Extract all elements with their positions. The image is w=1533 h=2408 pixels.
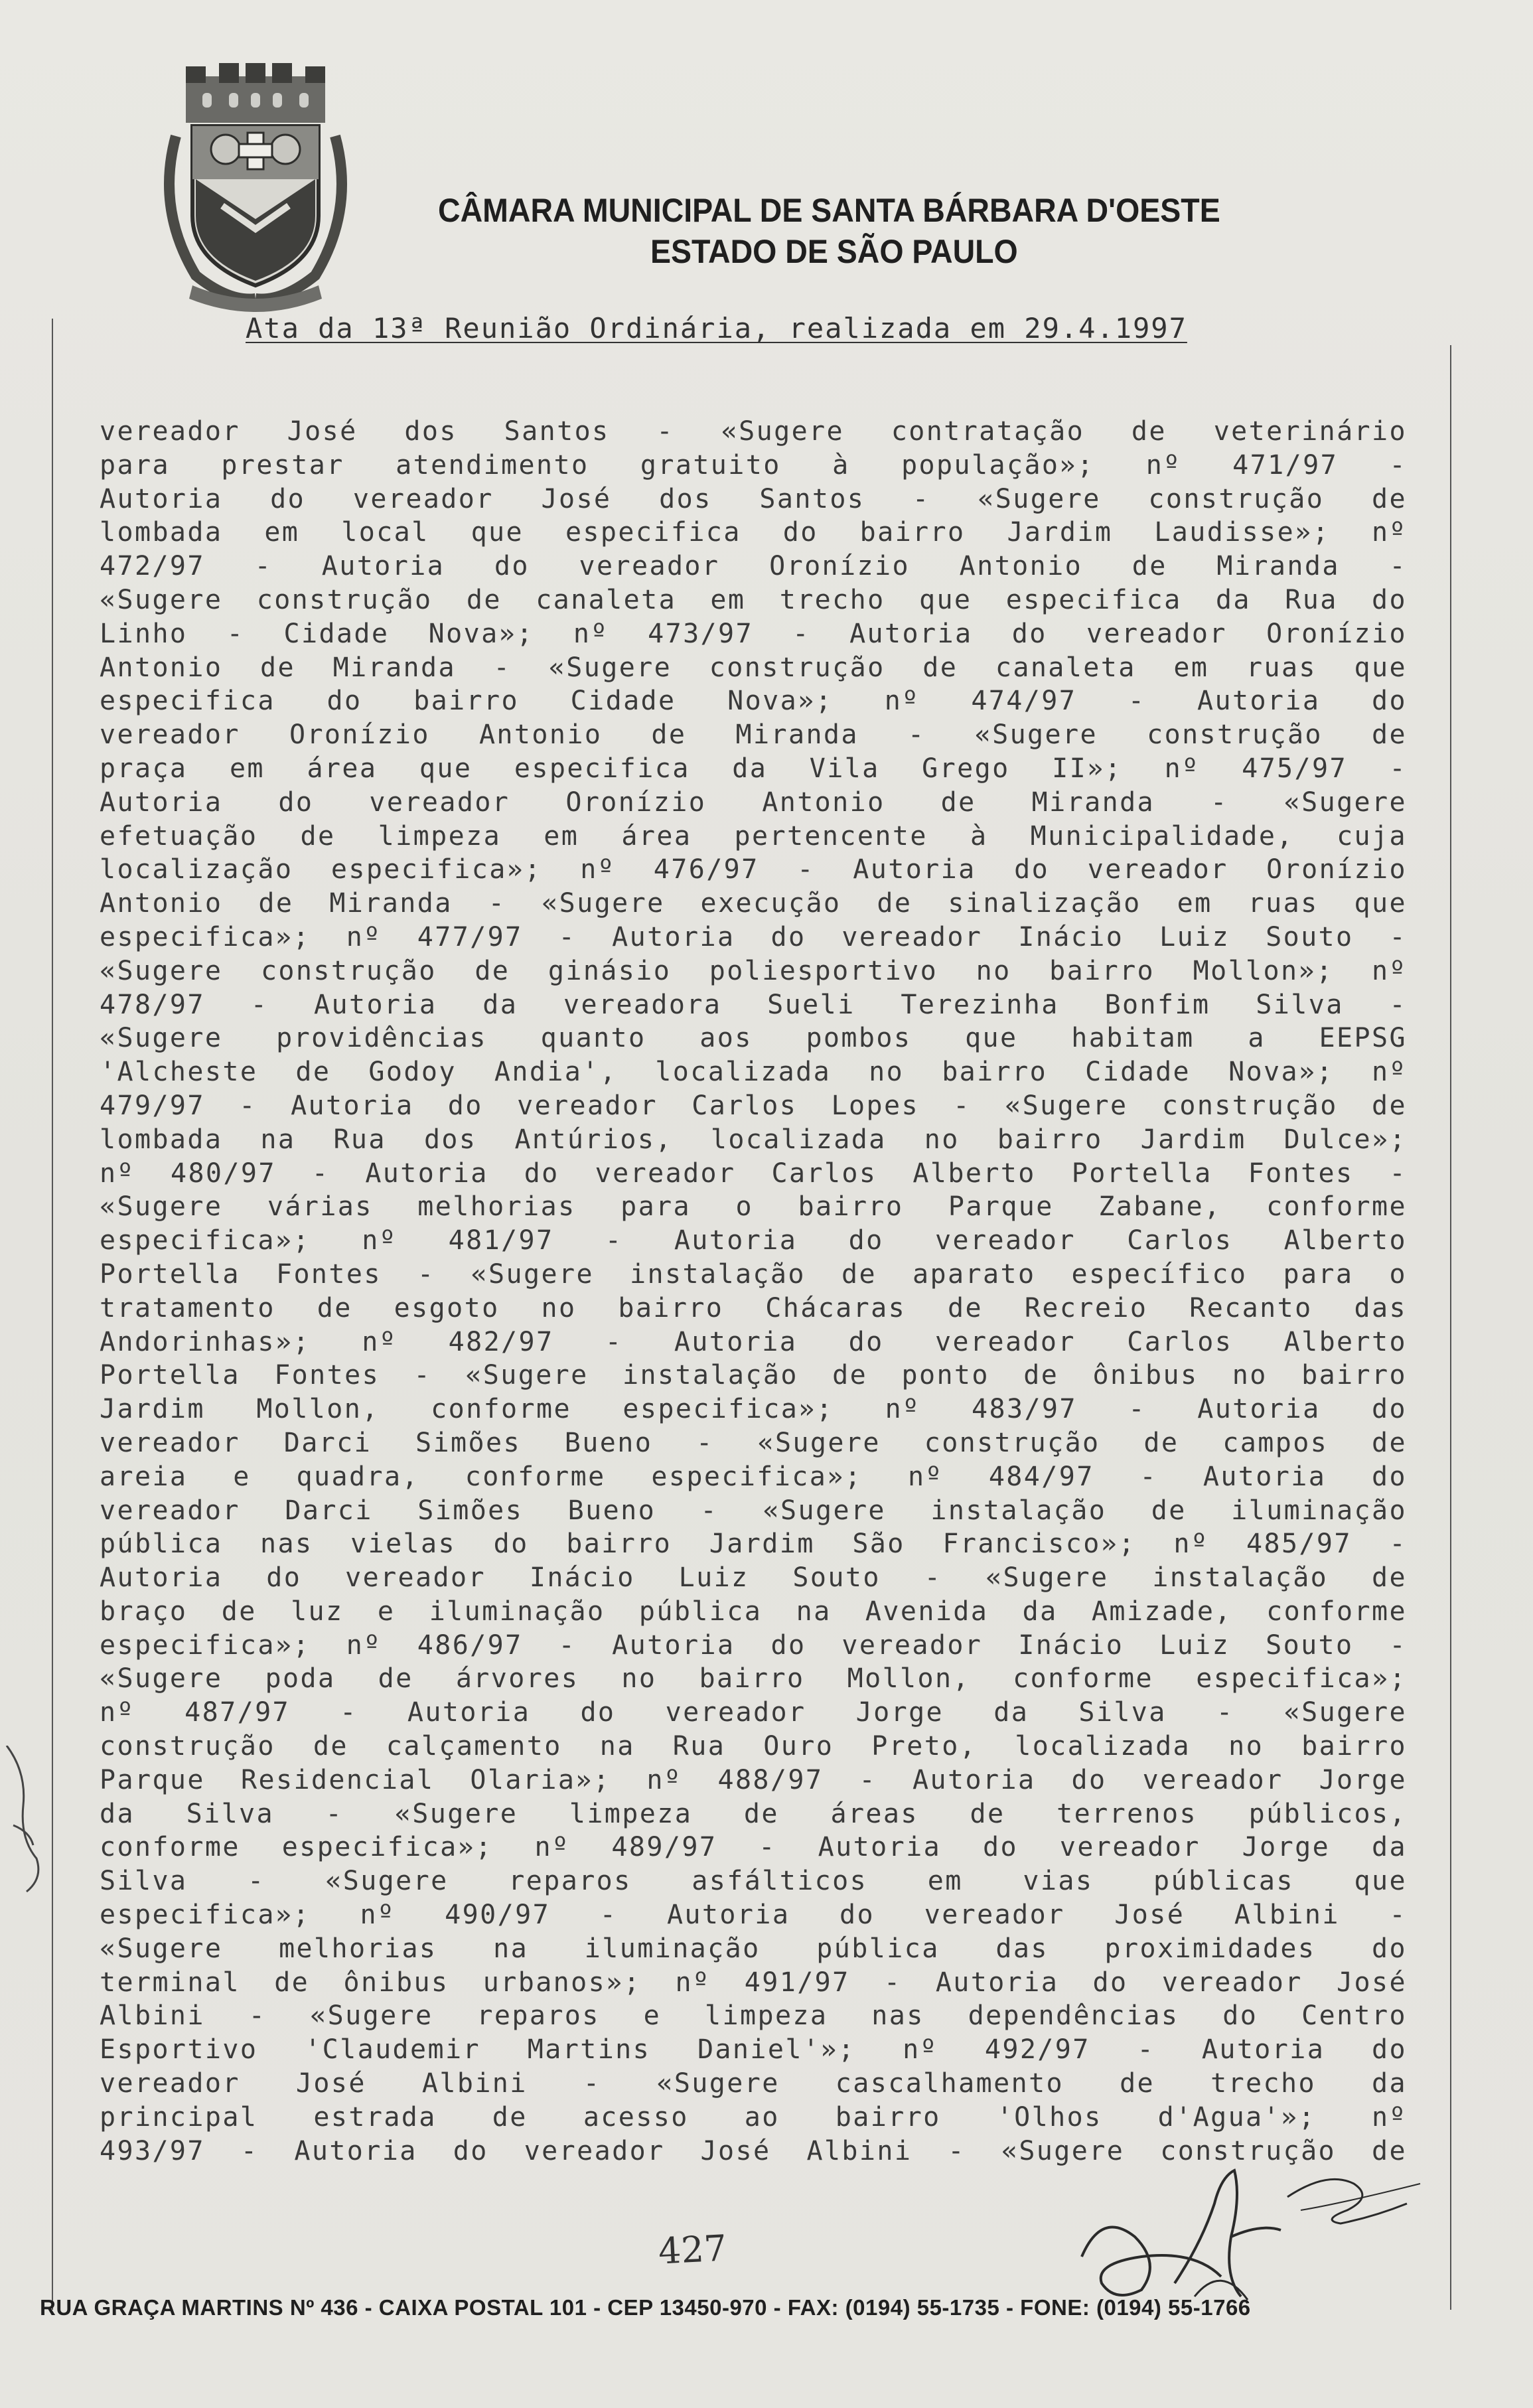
minutes-body-line: lombada na Rua dos Antúrios, localizada no bairro Jardim Dulce»; [100,1124,1407,1155]
minutes-body-line: lombada em local que especifica do bairro Jardim Laudisse»; nº [100,517,1407,548]
minutes-body-line: tratamento de esgoto no bairro Chácaras de Recreio Recanto das [100,1292,1407,1323]
minutes-body-line: Jardim Mollon, conforme especifica»; nº 483/97 - Autoria do [100,1394,1407,1425]
minutes-body-line: Autoria do vereador Inácio Luiz Souto - «Sugere instalação de [100,1562,1407,1594]
margin-pen-mark-icon [0,1746,46,1918]
minutes-body-line: «Sugere construção de canaleta em trecho que especifica da Rua do [100,584,1407,615]
minutes-body-line: 493/97 - Autoria do vereador José Albini - «Sugere construção de [100,2135,1407,2166]
minutes-title: Ata da 13ª Reunião Ordinária, realizada em 29.4.1997 [246,312,1187,344]
minutes-body-line: especifica»; nº 481/97 - Autoria do vereador Carlos Alberto [100,1225,1407,1256]
minutes-body-line: vereador Oronízio Antonio de Miranda - «Sugere construção de [100,719,1407,751]
minutes-body-line: pública nas vielas do bairro Jardim São Francisco»; nº 485/97 - [100,1529,1407,1560]
minutes-body-line: 472/97 - Autoria do vereador Oronízio Antonio de Miranda - [100,551,1407,582]
minutes-body-line: Esportivo 'Claudemir Martins Daniel'»; nº 492/97 - Autoria do [100,2034,1407,2066]
minutes-body-line: especifica»; nº 477/97 - Autoria do vereador Inácio Luiz Souto - [100,921,1407,952]
minutes-body [100,415,1407,2168]
minutes-body-line: vereador Darci Simões Bueno - «Sugere instalação de iluminação [100,1495,1407,1526]
minutes-body-line: vereador José Albini - «Sugere cascalhamento de trecho da [100,2068,1407,2099]
right-margin-line [1450,345,1451,2310]
left-margin-line [52,319,53,2310]
minutes-body-line: 'Alcheste de Godoy Andia', localizada no bairro Cidade Nova»; nº [100,1057,1407,1088]
minutes-body-line: praça em área que especifica da Vila Grego II»; nº 475/97 - [100,753,1407,784]
minutes-body-line: efetuação de limpeza em área pertencente à Municipalidade, cuja [100,820,1407,852]
minutes-body-line: Linho - Cidade Nova»; nº 473/97 - Autoria do vereador Oronízio [100,618,1407,649]
minutes-body-line: Portella Fontes - «Sugere instalação de ponto de ônibus no bairro [100,1360,1407,1391]
minutes-body-line: conforme especifica»; nº 489/97 - Autoria do vereador Jorge da [100,1832,1407,1863]
minutes-body-line: Silva - «Sugere reparos asfálticos em vias públicas que [100,1866,1407,1897]
header-title: CÂMARA MUNICIPAL DE SANTA BÁRBARA D'OESTE [438,192,1220,229]
minutes-body-line: Antonio de Miranda - «Sugere construção de canaleta em ruas que [100,652,1407,683]
minutes-body-line: especifica do bairro Cidade Nova»; nº 474/97 - Autoria do [100,686,1407,717]
minutes-body-line: Portella Fontes - «Sugere instalação de aparato específico para o [100,1258,1407,1290]
footer-address: RUA GRAÇA MARTINS Nº 436 - CAIXA POSTAL 101 - CEP 13450-970 - FAX: (0194) 55-1735 - FONE: (0194) 55-1766 [40,2295,1251,2320]
minutes-body-line: especifica»; nº 486/97 - Autoria do vereador Inácio Luiz Souto - [100,1629,1407,1661]
minutes-body-line: terminal de ônibus urbanos»; nº 491/97 - Autoria do vereador José [100,1967,1407,1998]
minutes-body-line: nº 480/97 - Autoria do vereador Carlos Alberto Portella Fontes - [100,1158,1407,1189]
minutes-body-line: 478/97 - Autoria da vereadora Sueli Terezinha Bonfim Silva - [100,989,1407,1020]
minutes-body-line: da Silva - «Sugere limpeza de áreas de terrenos públicos, [100,1798,1407,1829]
minutes-body-line: Antonio de Miranda - «Sugere execução de sinalização em ruas que [100,888,1407,919]
minutes-body-line: «Sugere providências quanto aos pombos que habitam a EEPSG [100,1023,1407,1054]
minutes-body-line: areia e quadra, conforme especifica»; nº 484/97 - Autoria do [100,1461,1407,1492]
minutes-body-line: vereador Darci Simões Bueno - «Sugere construção de campos de [100,1427,1407,1458]
minutes-body-line: nº 487/97 - Autoria do vereador Jorge da Silva - «Sugere [100,1697,1407,1728]
minutes-body-line: «Sugere várias melhorias para o bairro Parque Zabane, conforme [100,1191,1407,1223]
minutes-body-line: principal estrada de acesso ao bairro 'Olhos d'Agua'»; nº [100,2101,1407,2133]
minutes-body-line: Autoria do vereador Oronízio Antonio de Miranda - «Sugere [100,787,1407,818]
minutes-body-line: vereador José dos Santos - «Sugere contratação de veterinário [100,416,1407,447]
minutes-body-line: Andorinhas»; nº 482/97 - Autoria do vereador Carlos Alberto [100,1326,1407,1357]
minutes-body-line: localização especifica»; nº 476/97 - Autoria do vereador Oronízio [100,854,1407,885]
minutes-body-line: Autoria do vereador José dos Santos - «Sugere construção de [100,483,1407,514]
minutes-body-line: «Sugere construção de ginásio poliesportivo no bairro Mollon»; nº [100,955,1407,986]
minutes-body-line: braço de luz e iluminação pública na Avenida da Amizade, conforme [100,1596,1407,1627]
minutes-body-line: Albini - «Sugere reparos e limpeza nas dependências do Centro [100,2000,1407,2032]
municipal-coat-of-arms-icon [156,63,355,312]
minutes-body-line: especifica»; nº 490/97 - Autoria do vereador José Albini - [100,1900,1407,1931]
minutes-body-line: Parque Residencial Olaria»; nº 488/97 - Autoria do vereador Jorge [100,1764,1407,1795]
minutes-body-line: 479/97 - Autoria do vereador Carlos Lopes - «Sugere construção de [100,1090,1407,1121]
minutes-body-line: «Sugere poda de árvores no bairro Mollon, conforme especifica»; [100,1663,1407,1694]
minutes-body-line: para prestar atendimento gratuito à população»; nº 471/97 - [100,449,1407,481]
minutes-body-line: «Sugere melhorias na iluminação pública das proximidades do [100,1933,1407,1964]
minutes-body-line: construção de calçamento na Rua Ouro Preto, localizada no bairro [100,1731,1407,1762]
header-subtitle: ESTADO DE SÃO PAULO [650,233,1018,270]
page-number: 427 [657,2227,728,2273]
handwritten-signature-icon [1062,2157,1433,2310]
